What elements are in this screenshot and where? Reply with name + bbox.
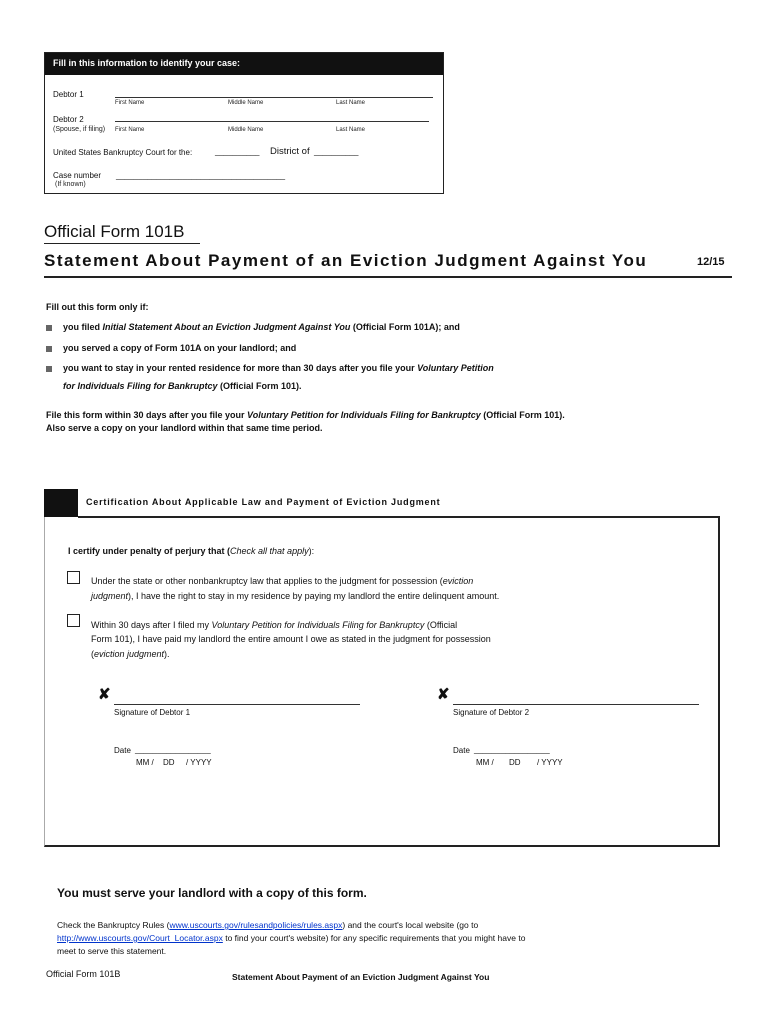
case-number-note: (If known) (55, 181, 86, 188)
certification-box (44, 517, 720, 847)
form-number: Official Form 101B (44, 222, 185, 241)
instruction-bullet-1: you filed Initial Statement About an Eviction Judgment Against You (Official Form 101A); and (63, 322, 460, 332)
district-field[interactable]: __________ (314, 147, 359, 156)
serve-landlord-heading: You must serve your landlord with a copy of this form. (57, 886, 367, 900)
date-debtor2-dd: DD (509, 758, 521, 767)
bullet-icon (46, 325, 52, 331)
debtor2-spouse-note: (Spouse, if filing) (53, 126, 106, 133)
debtor1-middle-name-caption: Middle Name (228, 100, 264, 106)
case-info-header: Fill in this information to identify your case: (45, 53, 443, 75)
court-field[interactable]: __________ (215, 147, 260, 156)
serve-landlord-text: Also serve a copy on your landlord within that same time period. (46, 423, 323, 433)
court-locator-link[interactable]: http://www.uscourts.gov/Court_Locator.aspx (57, 933, 223, 943)
case-number-field[interactable]: ______________________________________ (116, 171, 286, 180)
signature-mark-icon: ✘ (437, 686, 450, 703)
certify-statement: I certify under penalty of perjury that (Check all that apply): (68, 546, 315, 556)
signature-debtor2-field[interactable] (453, 704, 699, 705)
option-state-law-line2: judgment), I have the right to stay in my residence by paying my landlord the entire delinquent amount. (91, 591, 500, 601)
court-label: United States Bankruptcy Court for the: (53, 148, 193, 157)
checkbox-state-law[interactable] (67, 571, 80, 584)
footer-form-number: Official Form 101B (46, 969, 121, 979)
instruction-bullet-3-line1: you want to stay in your rented residence for more than 30 days after you file your Voluntary Petition (63, 363, 494, 373)
bullet-icon (46, 366, 52, 372)
debtor2-middle-name-caption: Middle Name (228, 127, 264, 133)
date-debtor1-yyyy: / YYYY (186, 758, 212, 767)
checkbox-paid-landlord[interactable] (67, 614, 80, 627)
date-debtor2-yyyy: / YYYY (537, 758, 563, 767)
bullet-icon (46, 346, 52, 352)
date-debtor1-mm: MM / (136, 758, 154, 767)
instruction-bullet-2: you served a copy of Form 101A on your landlord; and (63, 343, 297, 353)
debtor1-name-field[interactable] (115, 97, 433, 98)
date-debtor2-mm: MM / (476, 758, 494, 767)
file-deadline-text: File this form within 30 days after you file your Voluntary Petition for Individuals Filing for Bankruptcy (Official Form 101). (46, 410, 565, 420)
signature-debtor2-label: Signature of Debtor 2 (453, 708, 530, 717)
instruction-bullet-3-line2: for Individuals Filing for Bankruptcy (Official Form 101). (63, 381, 302, 391)
date-debtor1-field[interactable]: _________________ (135, 745, 211, 754)
section-tab (44, 489, 78, 517)
date-debtor2-label: Date (453, 746, 470, 755)
debtor1-last-name-caption: Last Name (336, 100, 366, 106)
debtor1-first-name-caption: First Name (115, 100, 145, 106)
date-debtor1-label: Date (114, 746, 131, 755)
case-number-label: Case number (53, 171, 102, 180)
option-paid-line3: (eviction judgment). (91, 649, 170, 659)
debtor1-label: Debtor 1 (53, 90, 84, 99)
debtor2-first-name-caption: First Name (115, 127, 145, 133)
option-state-law-line1: Under the state or other nonbankruptcy law that applies to the judgment for possession (eviction (91, 576, 474, 586)
instructions-intro: Fill out this form only if: (46, 302, 149, 312)
debtor2-name-field[interactable] (115, 121, 429, 122)
debtor2-last-name-caption: Last Name (336, 127, 366, 133)
signature-debtor1-field[interactable] (114, 704, 360, 705)
rules-link[interactable]: www.uscourts.gov/rulesandpolicies/rules.aspx (169, 920, 343, 930)
rules-paragraph: Check the Bankruptcy Rules (www.uscourts.gov/rulesandpolicies/rules.aspx) and the court's local website (go to http://www.uscourts.gov/Court_Locator.aspx to find your court's website) for any specific requirements that you might have to meet to serve this statement. (57, 920, 526, 956)
footer-title: Statement About Payment of an Eviction Judgment Against You (232, 972, 490, 982)
signature-debtor1-label: Signature of Debtor 1 (114, 708, 191, 717)
section-title: Certification About Applicable Law and Payment of Eviction Judgment (86, 497, 441, 507)
debtor2-label: Debtor 2 (53, 115, 84, 124)
option-paid-line1: Within 30 days after I filed my Voluntary Petition for Individuals Filing for Bankruptcy (Official (91, 620, 458, 630)
signature-mark-icon: ✘ (98, 686, 111, 703)
form-number-underline (44, 243, 200, 244)
district-label: District of (270, 146, 310, 157)
option-paid-line2: Form 101), I have paid my landlord the entire amount I owe as stated in the judgment for possession (91, 634, 491, 644)
title-divider (44, 276, 732, 278)
form-edition: 12/15 (697, 256, 725, 268)
date-debtor1-dd: DD (163, 758, 175, 767)
date-debtor2-field[interactable]: _________________ (474, 745, 550, 754)
form-title: Statement About Payment of an Eviction Judgment Against You (44, 251, 648, 270)
